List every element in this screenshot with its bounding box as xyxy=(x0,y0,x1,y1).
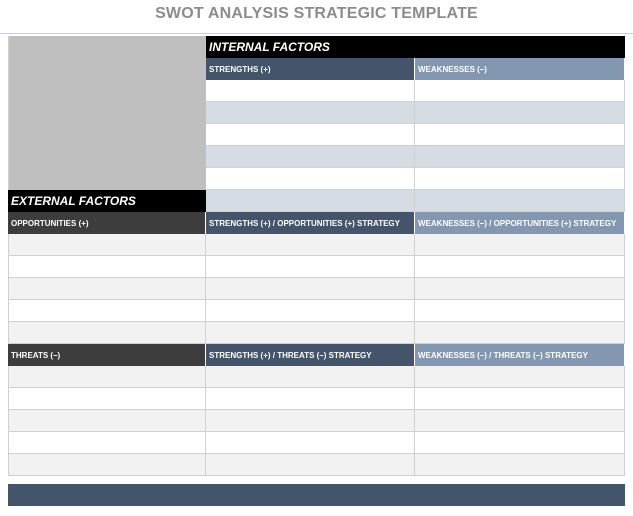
wt-strategy-entry[interactable] xyxy=(415,454,625,476)
threats-header: THREATS (–) xyxy=(8,344,206,366)
so-strategy-entry[interactable] xyxy=(206,322,415,344)
strength-entry[interactable] xyxy=(206,168,415,190)
weakness-entry[interactable] xyxy=(415,102,625,124)
wo-strategy-entry[interactable] xyxy=(415,278,625,300)
st-strategy-header: STRENGTHS (+) / THREATS (–) STRATEGY xyxy=(206,344,415,366)
threat-entry[interactable] xyxy=(8,388,206,410)
strength-entry[interactable] xyxy=(206,124,415,146)
so-strategy-entry[interactable] xyxy=(206,278,415,300)
threat-entry[interactable] xyxy=(8,410,206,432)
opportunity-entry[interactable] xyxy=(8,278,206,300)
strength-entry[interactable] xyxy=(206,190,415,212)
opportunity-entry[interactable] xyxy=(8,300,206,322)
title-divider xyxy=(0,33,633,34)
strength-entry[interactable] xyxy=(206,80,415,102)
st-strategy-entry[interactable] xyxy=(206,410,415,432)
wt-strategy-header: WEAKNESSES (–) / THREATS (–) STRATEGY xyxy=(415,344,625,366)
threat-entry[interactable] xyxy=(8,366,206,388)
wo-strategy-entry[interactable] xyxy=(415,300,625,322)
weakness-entry[interactable] xyxy=(415,190,625,212)
weakness-entry[interactable] xyxy=(415,168,625,190)
strength-entry[interactable] xyxy=(206,146,415,168)
opportunity-entry[interactable] xyxy=(8,234,206,256)
external-factors-heading: EXTERNAL FACTORS xyxy=(8,190,206,212)
strength-entry[interactable] xyxy=(206,102,415,124)
opportunity-entry[interactable] xyxy=(8,322,206,344)
so-strategy-entry[interactable] xyxy=(206,234,415,256)
page-title: SWOT ANALYSIS STRATEGIC TEMPLATE xyxy=(155,5,478,22)
wo-strategy-entry[interactable] xyxy=(415,322,625,344)
st-strategy-entry[interactable] xyxy=(206,366,415,388)
so-strategy-header: STRENGTHS (+) / OPPORTUNITIES (+) STRATEGY xyxy=(206,212,415,234)
wo-strategy-entry[interactable] xyxy=(415,234,625,256)
so-strategy-entry[interactable] xyxy=(206,300,415,322)
internal-factors-heading: INTERNAL FACTORS xyxy=(206,36,625,58)
wt-strategy-entry[interactable] xyxy=(415,366,625,388)
strengths-header: STRENGTHS (+) xyxy=(206,58,415,80)
corner-gray-block xyxy=(8,36,206,190)
so-strategy-entry[interactable] xyxy=(206,256,415,278)
wo-strategy-entry[interactable] xyxy=(415,256,625,278)
st-strategy-entry[interactable] xyxy=(206,432,415,454)
weaknesses-header: WEAKNESSES (–) xyxy=(415,58,625,80)
opportunities-header: OPPORTUNITIES (+) xyxy=(8,212,206,234)
swot-grid xyxy=(8,36,625,476)
weakness-entry[interactable] xyxy=(415,124,625,146)
threat-entry[interactable] xyxy=(8,432,206,454)
weakness-entry[interactable] xyxy=(415,80,625,102)
opportunity-entry[interactable] xyxy=(8,256,206,278)
wo-strategy-header: WEAKNESSES (–) / OPPORTUNITIES (+) STRATEGY xyxy=(415,212,625,234)
wt-strategy-entry[interactable] xyxy=(415,410,625,432)
st-strategy-entry[interactable] xyxy=(206,388,415,410)
wt-strategy-entry[interactable] xyxy=(415,388,625,410)
weakness-entry[interactable] xyxy=(415,146,625,168)
st-strategy-entry[interactable] xyxy=(206,454,415,476)
threat-entry[interactable] xyxy=(8,454,206,476)
footer-bar xyxy=(8,484,625,506)
wt-strategy-entry[interactable] xyxy=(415,432,625,454)
